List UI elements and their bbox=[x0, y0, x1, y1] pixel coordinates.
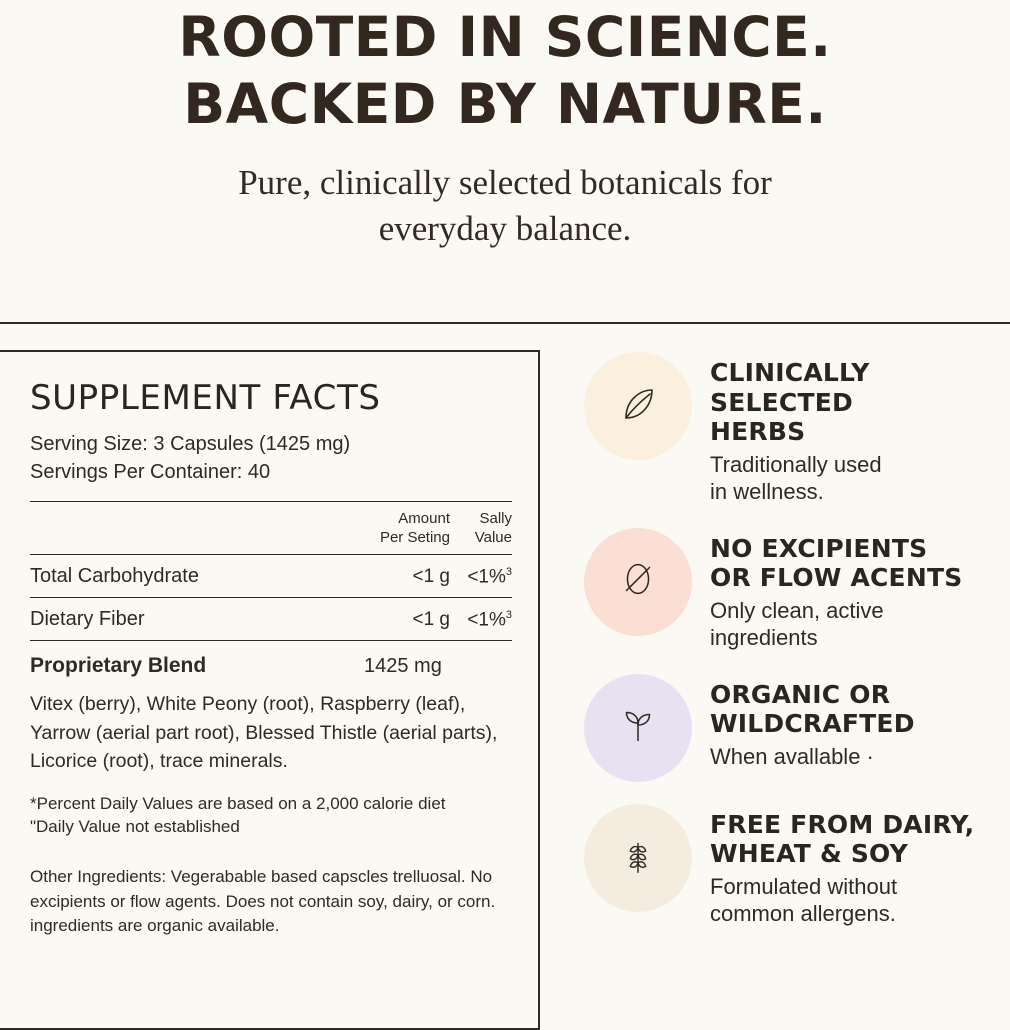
benefit-desc-line-1: Traditionally used bbox=[710, 451, 882, 477]
hero-section bbox=[0, 0, 1010, 251]
benefit-badge bbox=[584, 528, 692, 636]
benefit-description bbox=[710, 451, 882, 506]
header-amount-line-2: Per Seting bbox=[379, 528, 450, 546]
row-dv-mark: 3 bbox=[505, 565, 512, 578]
benefit-title-line-1: ORGANIC OR bbox=[710, 679, 891, 709]
benefit-title-line-3: HERBS bbox=[710, 417, 806, 446]
benefit-text bbox=[710, 674, 915, 771]
benefit-description bbox=[710, 743, 915, 771]
benefit-title-line-1: FREE FROM DAIRY, bbox=[710, 809, 975, 839]
row-dv-value: <1% bbox=[467, 609, 506, 631]
blend-name: Proprietary Blend bbox=[30, 641, 340, 685]
blend-ingredients: Vitex (berry), White Peony (root), Raspberry (leaf), Yarrow (aerial part root), Blessed Thistle (aerial parts), Licorice (root), trace minerals. bbox=[30, 693, 498, 772]
benefit-badge bbox=[584, 352, 692, 460]
benefits-list bbox=[540, 350, 1010, 1030]
header-amount-line-1: Amount bbox=[398, 509, 450, 527]
row-dv-mark: 3 bbox=[505, 608, 512, 621]
proprietary-blend-row bbox=[30, 641, 512, 685]
benefit-text bbox=[710, 528, 962, 652]
benefit-badge bbox=[584, 804, 692, 912]
hero-title-line-2: BACKED BY NATURE. bbox=[183, 72, 827, 137]
header-amount bbox=[340, 502, 450, 555]
benefit-text bbox=[710, 804, 974, 928]
supplement-facts-panel bbox=[0, 350, 540, 1030]
serving-size: Serving Size: 3 Capsules (1425 mg) bbox=[30, 433, 351, 455]
benefit-title-line-2: SELECTED bbox=[710, 387, 853, 417]
benefit-title-line-2: WILDCRAFTED bbox=[710, 709, 915, 738]
benefit-title bbox=[710, 680, 915, 739]
no-excipients-icon bbox=[615, 556, 661, 607]
row-daily-value bbox=[450, 598, 512, 641]
footnotes bbox=[30, 793, 512, 839]
hero-subtitle-line-1: Pure, clinically selected botanicals for bbox=[238, 163, 772, 203]
benefit-item-clinically-selected-herbs bbox=[584, 352, 1002, 506]
other-ingredients: Other Ingredients: Vegerabable based capscles trelluosal. No excipients or flow agents. Does not contain soy, dairy, or corn. ingredients are organic available. bbox=[30, 866, 496, 936]
benefit-desc-line-1: Formulated without bbox=[710, 873, 898, 899]
benefit-title-line-2: WHEAT & SOY bbox=[710, 839, 908, 868]
benefit-desc-line-1: Only clean, active bbox=[710, 597, 884, 623]
benefit-title bbox=[710, 534, 962, 593]
header-blank bbox=[30, 502, 340, 555]
servings-per-container: Servings Per Container: 40 bbox=[30, 461, 271, 484]
hero-subtitle-line-2: everyday balance. bbox=[378, 208, 632, 248]
benefit-item-free-from-allergens bbox=[584, 804, 1002, 928]
row-amount: <1 g bbox=[340, 555, 450, 598]
benefit-title bbox=[710, 810, 974, 869]
benefit-item-organic-wildcrafted bbox=[584, 674, 1002, 782]
table-header-row bbox=[30, 502, 512, 555]
nutrition-table bbox=[30, 502, 512, 685]
benefit-title-line-1: CLINICALLY bbox=[710, 358, 870, 387]
footnote-daily-values: *Percent Daily Values are based on a 2,000 calorie diet bbox=[30, 794, 446, 814]
hero-title-line-1: ROOTED IN SCIENCE. bbox=[178, 5, 832, 69]
leaf-icon bbox=[614, 380, 662, 433]
benefit-title bbox=[710, 358, 882, 447]
section-divider bbox=[0, 322, 1010, 324]
row-dv-value: <1% bbox=[467, 566, 506, 588]
sprout-icon bbox=[615, 702, 661, 753]
benefit-description bbox=[710, 873, 974, 928]
row-daily-value bbox=[450, 555, 512, 598]
row-name: Dietary Fiber bbox=[30, 598, 340, 641]
row-name: Total Carbohydrate bbox=[30, 555, 340, 598]
benefit-title-line-2: OR FLOW ACENTS bbox=[710, 563, 963, 592]
lower-section bbox=[0, 350, 1010, 1030]
table-row bbox=[30, 598, 512, 641]
benefit-item-no-excipients bbox=[584, 528, 1002, 652]
page-title bbox=[30, 4, 980, 138]
benefit-desc-line-2: ingredients bbox=[710, 625, 818, 650]
header-daily-value bbox=[450, 502, 512, 555]
header-dv-line-1: Sally bbox=[479, 509, 512, 527]
wheat-icon bbox=[615, 832, 661, 883]
benefit-title-line-1: NO EXCIPIENTS bbox=[710, 533, 928, 563]
benefit-description bbox=[710, 597, 962, 652]
supplement-facts-title: SUPPLEMENT FACTS bbox=[30, 378, 381, 418]
benefit-desc-line-2: in wellness. bbox=[710, 479, 824, 504]
benefit-desc-line-1: When avallable · bbox=[710, 743, 874, 769]
footnote-not-established: "Daily Value not established bbox=[30, 817, 240, 837]
table-row bbox=[30, 555, 512, 598]
benefit-text bbox=[710, 352, 882, 506]
hero-subtitle bbox=[30, 160, 980, 251]
benefit-badge bbox=[584, 674, 692, 782]
benefit-desc-line-2: common allergens. bbox=[710, 901, 896, 926]
header-dv-line-2: Value bbox=[474, 528, 512, 546]
row-amount: <1 g bbox=[340, 598, 450, 641]
blend-amount: 1425 mg bbox=[340, 641, 512, 685]
